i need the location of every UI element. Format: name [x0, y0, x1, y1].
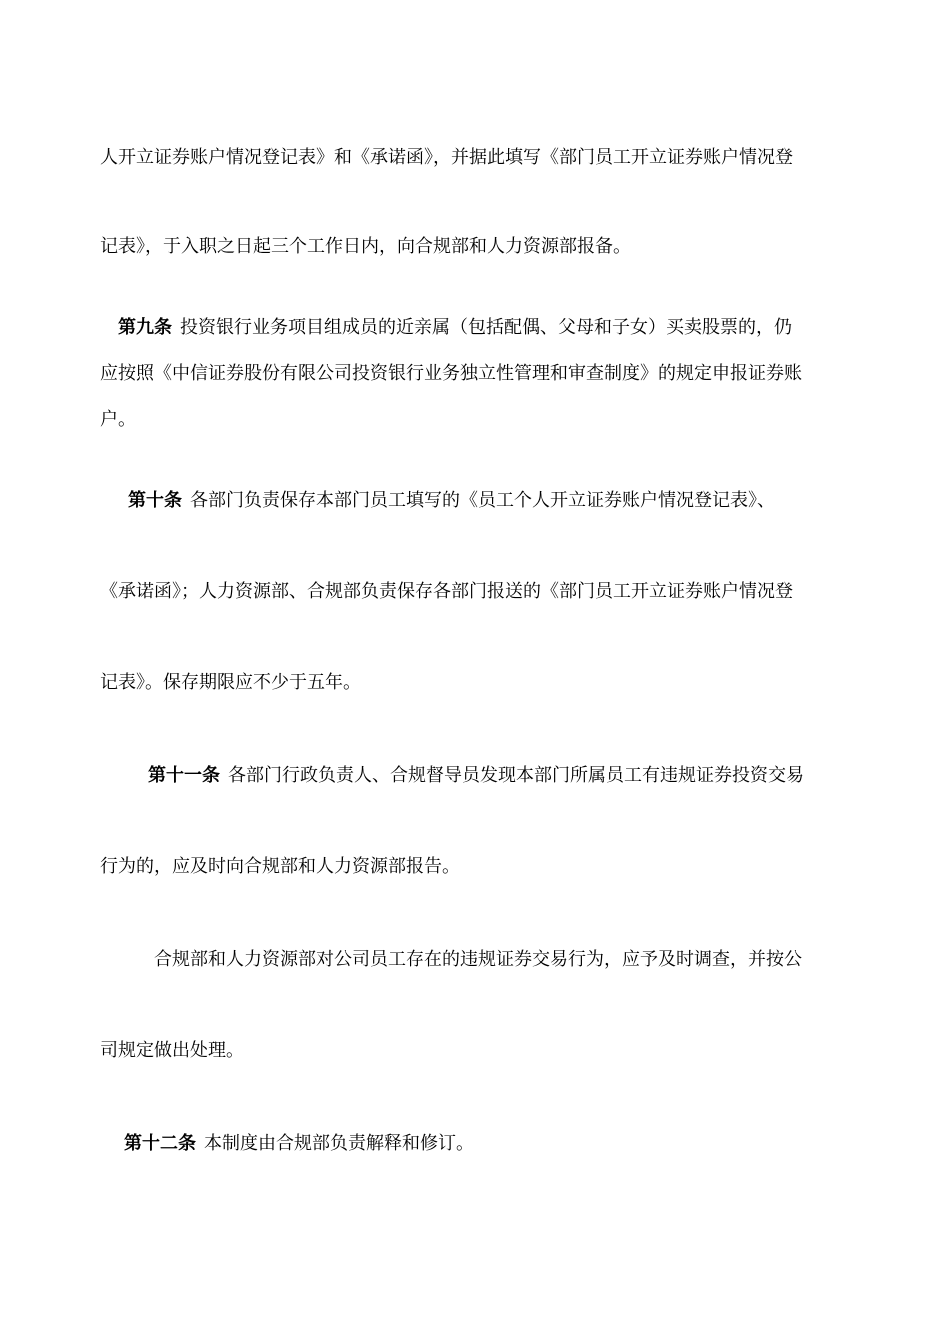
article-11-heading: 第十一条 — [148, 765, 220, 786]
article-9-line-3: 户。 — [100, 409, 136, 430]
article-10-line-3: 记表》。保存期限应不少于五年。 — [100, 672, 361, 693]
article-9-text-1: 投资银行业务项目组成员的近亲属（包括配偶、父母和子女）买卖股票的，仍 — [180, 317, 792, 338]
article-11-para-2-line-1: 合规部和人力资源部对公司员工存在的违规证券交易行为，应予及时调查，并按公 — [154, 949, 802, 970]
article-10-line-1 — [128, 489, 775, 513]
article-9-heading: 第九条 — [118, 317, 172, 338]
article-11-line-1 — [148, 764, 804, 788]
article-11-line-2: 行为的，应及时向合规部和人力资源部报告。 — [100, 856, 460, 877]
article-10-line-2: 《承诺函》；人力资源部、合规部负责保存各部门报送的《部门员工开立证券账户情况登 — [100, 581, 793, 602]
article-11-text-1: 各部门行政负责人、合规督导员发现本部门所属员工有违规证券投资交易 — [228, 765, 804, 786]
para-8-line-2: 记表》，于入职之日起三个工作日内，向合规部和人力资源部报备。 — [100, 236, 631, 257]
article-9-line-1 — [118, 316, 792, 340]
para-8-line-1: 人开立证券账户情况登记表》和《承诺函》，并据此填写《部门员工开立证券账户情况登 — [100, 147, 793, 168]
article-10-text-1: 各部门负责保存本部门员工填写的《员工个人开立证券账户情况登记表》、 — [190, 490, 775, 511]
article-12-heading: 第十二条 — [124, 1133, 196, 1154]
article-10-heading: 第十条 — [128, 490, 182, 511]
article-11-para-2-line-2: 司规定做出处理。 — [100, 1040, 244, 1061]
article-12-line-1 — [124, 1132, 474, 1156]
article-9-line-2: 应按照《中信证券股份有限公司投资银行业务独立性管理和审查制度》的规定申报证券账 — [100, 363, 802, 384]
article-12-text-1: 本制度由合规部负责解释和修订。 — [204, 1133, 474, 1154]
